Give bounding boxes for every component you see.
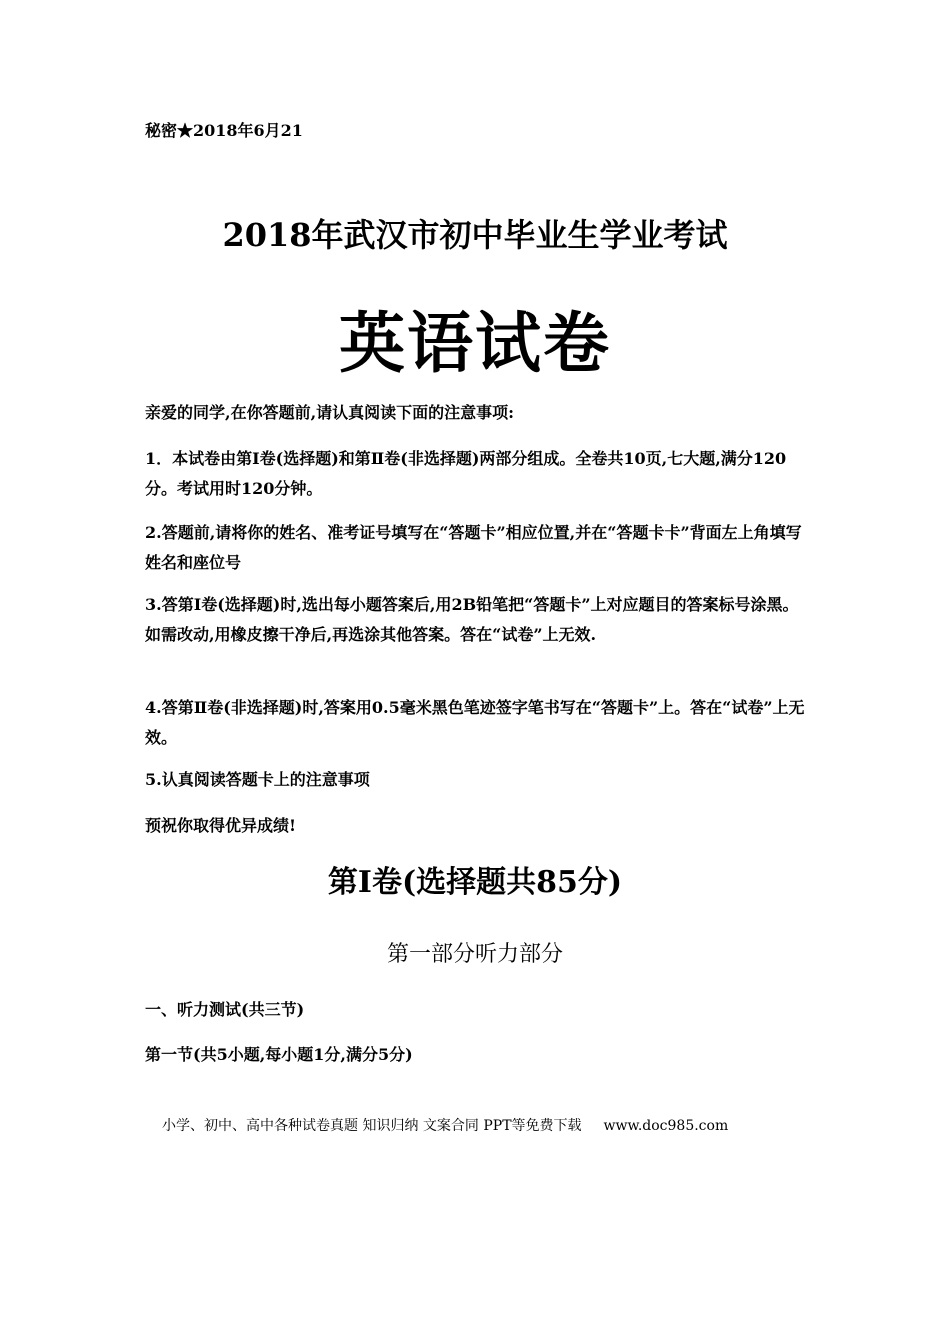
volume-title: 第I卷(选择题共85分) bbox=[327, 865, 623, 900]
notice-item-3: 3.答第I卷(选择题)时,选出每小题答案后,用2B铅笔把“答题卡”上对应题目的答案标号涂黑。如需改动,用橡皮擦干净后,再选涂其他答案。答在“试卷”上无效. bbox=[145, 595, 799, 644]
footer bbox=[162, 1115, 728, 1135]
notice-item-5: 5.认真阅读答题卡上的注意事项 bbox=[145, 770, 370, 789]
section-heading-listening: 一、听力测试(共三节) bbox=[145, 1000, 305, 1019]
footer-text: 小学、初中、高中各种试卷真题 知识归纳 文案合同 PPT等免费下载 bbox=[162, 1118, 582, 1134]
confidential-date-line: 秘密★2018年6月21 bbox=[145, 121, 303, 140]
notice-item-2: 2.答题前,请将你的姓名、准考证号填写在“答题卡”相应位置,并在“答题卡卡”背面左上角填写姓名和座位号 bbox=[145, 523, 802, 572]
notice-item-4: 4.答第Ⅱ卷(非选择题)时,答案用0.5毫米黑色笔迹签字笔书写在“答题卡”上。答在“试卷”上无效。 bbox=[145, 698, 805, 747]
section-heading-first: 第一节(共5小题,每小题1分,满分5分) bbox=[145, 1045, 413, 1064]
exam-subject-title: 英语试卷 bbox=[339, 304, 611, 382]
notice-item-1: 1．本试卷由第Ⅰ卷(选择题)和第Ⅱ卷(非选择题)两部分组成。全卷共10页,七大题,满分120分。考试用时120分钟。 bbox=[145, 449, 787, 498]
exam-title: 2018年武汉市初中毕业生学业考试 bbox=[222, 216, 728, 254]
footer-url[interactable]: www.doc985.com bbox=[603, 1118, 729, 1134]
part-title: 第一部分听力部分 bbox=[386, 942, 563, 967]
good-luck-message: 预祝你取得优异成绩! bbox=[145, 816, 297, 835]
notice-intro: 亲爱的同学,在你答题前,请认真阅读下面的注意事项: bbox=[145, 403, 515, 422]
